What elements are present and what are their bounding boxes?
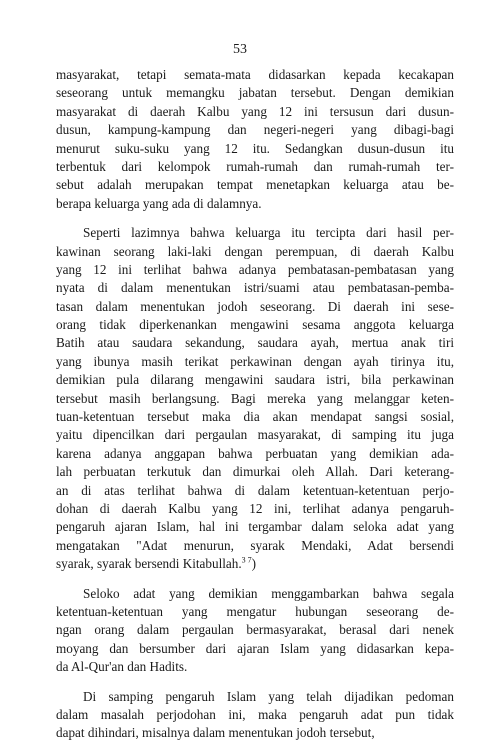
text-line: masyarakat di daerah Kalbu yang 12 ini tersusun dari dusun- [56, 103, 454, 119]
paragraph-gap [56, 677, 454, 688]
paragraph [56, 66, 454, 213]
text-line: seseorang untuk memangku jabatan tersebut. Dengan demikian [56, 85, 454, 101]
text-line: Seperti lazimnya bahwa keluarga itu tercipta dari hasil per- [83, 225, 454, 241]
text-line: Batih atau saudara sekandung, saudara ayah, mertua anak tiri [56, 335, 454, 351]
text-line: kawinan seorang laki-laki dengan perempuan, di daerah Kalbu [56, 243, 454, 259]
page-number: 53 [233, 42, 247, 57]
text-line: orang tidak diperkenankan mengawini sesama anggota keluarga [56, 317, 454, 333]
text-line: masyarakat, tetapi semata-mata didasarkan kepada kecakapan [56, 67, 454, 82]
paragraph-gap [56, 213, 454, 224]
footnote-paren: ) [251, 556, 257, 572]
text-line: yaitu dipencilkan dari pergaulan masyarakat, di samping itu juga [56, 427, 454, 443]
text-line: dalam masalah perjodohan ini, maka pengaruh adat pun tidak [56, 706, 454, 722]
text-line: tasan dalam menentukan jodoh seseorang. Di daerah ini sese- [56, 298, 454, 314]
text-line: nyata di dalam menentukan istri/suami atau pembatasan-pemba- [56, 280, 454, 296]
paragraph [56, 224, 454, 573]
text-line: ngan orang dalam pergaulan bermasyarakat, berasal dari nenek [56, 622, 454, 638]
text-line: Seloko adat yang demikian menggambarkan bahwa segala [83, 585, 454, 601]
paragraph-gap [56, 574, 454, 585]
text-line: terbentuk dari kelompok rumah-rumah dan rumah-rumah ter- [56, 158, 454, 174]
body-text [56, 66, 454, 743]
text-line: tuan-ketentuan tersebut maka dia akan mendapat sangsi sosial, [56, 409, 454, 425]
paragraph [56, 688, 454, 743]
text-line: ketentuan-ketentuan yang mengatur hubungan seseorang de- [56, 603, 454, 619]
text-line: demikian pula dilarang mengawini saudara istri, bila perkawinan [56, 372, 454, 388]
text-line: karena adanya anggapan bahwa perbuatan yang demikian ada- [56, 445, 454, 461]
text-line: da Al-Qur'an dan Hadits. [56, 659, 188, 675]
text-line: menurut suku-suku yang 12 itu. Sedangkan dusun-dusun itu [56, 140, 454, 156]
text-line: berapa keluarga yang ada di dalamnya. [56, 195, 262, 211]
text-line: mengatakan "Adat menurun, syarak Mendaki, Adat bersendi [56, 537, 454, 553]
footnote-ref: 3 7 [241, 555, 252, 565]
text-line: sebut adalah merupakan tempat menetapkan keluarga atau be- [56, 177, 454, 193]
paragraph [56, 585, 454, 677]
text-line: yang ibunya masih terikat perkawinan dengan ayah tirinya itu, [56, 353, 454, 369]
text-line: syarak, syarak bersendi Kitabullah.$^{3 7}$) [56, 555, 257, 572]
text-line: dapat dihindari, misalnya dalam menentukan jodoh tersebut, [56, 725, 375, 741]
text-line: Di samping pengaruh Islam yang telah dijadikan pedoman [83, 688, 454, 704]
text-line: pengaruh ajaran Islam, hal ini tergambar dalam seloka adat yang [56, 519, 454, 535]
text-line: lah perbuatan terkutuk dan dimurkai oleh Allah. Dari keterang- [56, 464, 454, 480]
text-line: yang 12 ini terlihat bahwa adanya pembatasan-pembatasan yang [56, 261, 454, 277]
text-line: moyang dan bersumber dari ajaran Islam yang didasarkan kepa- [56, 640, 454, 656]
text-line: an di atas terlihat bahwa di dalam ketentuan-ketentuan perjo- [56, 482, 454, 498]
text-line: tersebut masih berlangsung. Bagi mereka yang melanggar keten- [56, 390, 454, 406]
text-line: dohan di daerah Kalbu yang 12 ini, terlihat adanya pengaruh- [56, 500, 454, 516]
text-line: dusun, kampung-kampung dan negeri-negeri yang dibagi-bagi [56, 122, 454, 138]
